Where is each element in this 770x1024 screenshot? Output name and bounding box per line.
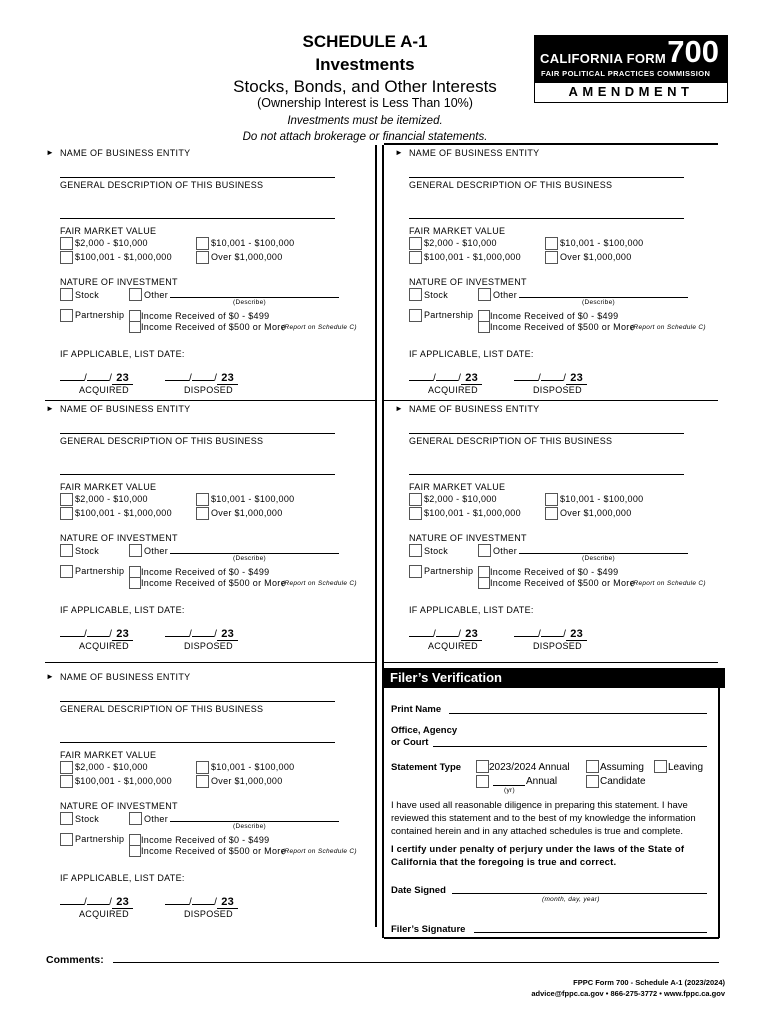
other-label: Other: [144, 290, 169, 300]
entity-name-label: NAME OF BUSINESS ENTITY: [60, 672, 191, 682]
verification-right-border: [718, 668, 720, 938]
day-field[interactable]: [541, 370, 563, 381]
disposed-date-field[interactable]: [514, 626, 587, 641]
date-label: IF APPLICABLE, LIST DATE:: [60, 605, 185, 615]
date-slash: /: [433, 629, 437, 640]
description-label: GENERAL DESCRIPTION OF THIS BUSINESS: [60, 180, 264, 190]
fmv-checkbox-1m[interactable]: [545, 507, 558, 520]
fmv-label: FAIR MARKET VALUE: [60, 750, 157, 760]
income-high-label: Income Received of $500 or More: [490, 578, 635, 588]
date-label: IF APPLICABLE, LIST DATE:: [60, 873, 185, 883]
entity-arrow-icon: ►: [46, 672, 55, 681]
diligence-text-1: I have used all reasonable diligence in preparing this statement. I have: [391, 800, 688, 811]
income-high-checkbox[interactable]: [129, 321, 141, 333]
day-field[interactable]: [192, 626, 214, 637]
stock-checkbox[interactable]: [60, 544, 73, 557]
nature-label: NATURE OF INVESTMENT: [60, 277, 178, 287]
stock-label: Stock: [75, 814, 100, 824]
comments-field[interactable]: [113, 962, 719, 963]
partnership-checkbox[interactable]: [409, 309, 422, 322]
entity-name-field[interactable]: [60, 177, 335, 178]
disposed-label: DISPOSED: [184, 641, 233, 651]
schedule-title: SCHEDULE A-1: [302, 32, 428, 51]
leaving-checkbox[interactable]: [654, 760, 667, 773]
assuming-label: Assuming: [600, 762, 644, 773]
schedule-c-note: (Report on Schedule C): [631, 580, 706, 587]
year-value: 23: [112, 372, 133, 385]
month-field[interactable]: [165, 626, 189, 637]
year-value: 23: [217, 896, 238, 909]
fmv-label-1m: Over $1,000,000: [211, 508, 283, 518]
fmv-checkbox-10k[interactable]: [545, 493, 558, 506]
description-field[interactable]: [409, 474, 684, 475]
stock-label: Stock: [424, 546, 449, 556]
fmv-label-2k: $2,000 - $10,000: [75, 238, 148, 248]
date-signed-field[interactable]: [452, 893, 707, 894]
annual-year-field[interactable]: [493, 785, 525, 786]
other-checkbox[interactable]: [129, 544, 142, 557]
form-number: 700: [667, 34, 719, 69]
description-field[interactable]: [60, 218, 335, 219]
fmv-checkbox-2k[interactable]: [409, 237, 422, 250]
date-slash: /: [433, 373, 437, 384]
year-value: 23: [461, 372, 482, 385]
fmv-label-100k: $100,001 - $1,000,000: [424, 252, 521, 262]
entity-name-label: NAME OF BUSINESS ENTITY: [409, 404, 540, 414]
fmv-label-2k: $2,000 - $10,000: [75, 494, 148, 504]
year-value: 23: [566, 372, 587, 385]
other-label: Other: [493, 290, 518, 300]
fmv-label-10k: $10,001 - $100,000: [211, 762, 295, 772]
page-title: Investments: [315, 55, 415, 74]
income-low-label: Income Received of $0 - $499: [141, 835, 270, 845]
fmv-checkbox-10k[interactable]: [545, 237, 558, 250]
description-label: GENERAL DESCRIPTION OF THIS BUSINESS: [60, 704, 264, 714]
date-slash: /: [84, 373, 88, 384]
description-field[interactable]: [409, 218, 684, 219]
nature-label: NATURE OF INVESTMENT: [409, 277, 527, 287]
acquired-date-field[interactable]: [60, 370, 133, 385]
fmv-checkbox-100k[interactable]: [409, 507, 422, 520]
assuming-checkbox[interactable]: [586, 760, 599, 773]
month-field[interactable]: [60, 370, 84, 381]
page-subtitle: Stocks, Bonds, and Other Interests: [233, 77, 497, 96]
month-field[interactable]: [60, 626, 84, 637]
agency-name: FAIR POLITICAL PRACTICES COMMISSION: [541, 69, 711, 78]
month-field[interactable]: [165, 370, 189, 381]
date-slash: /: [538, 373, 542, 384]
fmv-label-1m: Over $1,000,000: [560, 252, 632, 262]
other-checkbox[interactable]: [478, 288, 491, 301]
disposed-label: DISPOSED: [533, 641, 582, 651]
office-field[interactable]: [433, 746, 707, 747]
entity-arrow-icon: ►: [395, 404, 404, 413]
year-value: 23: [112, 628, 133, 641]
fmv-label-10k: $10,001 - $100,000: [211, 494, 295, 504]
description-label: GENERAL DESCRIPTION OF THIS BUSINESS: [60, 436, 264, 446]
day-field[interactable]: [192, 370, 214, 381]
date-slash: /: [109, 373, 113, 384]
disposed-date-field[interactable]: [514, 370, 587, 385]
column-divider-2: [382, 145, 384, 938]
perjury-text-2: California that the foregoing is true and correct.: [391, 857, 617, 868]
partnership-label: Partnership: [75, 566, 125, 576]
other-checkbox[interactable]: [478, 544, 491, 557]
footer-form-id: FPPC Form 700 - Schedule A-1 (2023/2024): [573, 978, 725, 987]
date-slash: /: [109, 897, 113, 908]
attach-note: Do not attach brokerage or financial statements.: [242, 131, 488, 143]
partnership-label: Partnership: [424, 566, 474, 576]
income-low-label: Income Received of $0 - $499: [141, 567, 270, 577]
describe-hint: (Describe): [233, 823, 266, 830]
row-rule-right-1: [384, 400, 718, 401]
annual-label: Annual: [526, 776, 558, 787]
partnership-checkbox[interactable]: [60, 833, 73, 846]
schedule-c-note: (Report on Schedule C): [282, 324, 357, 331]
amendment-label: AMENDMENT: [568, 84, 694, 99]
income-low-label: Income Received of $0 - $499: [490, 567, 619, 577]
acquired-label: ACQUIRED: [428, 641, 478, 651]
description-label: GENERAL DESCRIPTION OF THIS BUSINESS: [409, 180, 613, 190]
perjury-text-1: I certify under penalty of perjury under the laws of the State of: [391, 844, 685, 855]
date-slash: /: [84, 629, 88, 640]
fmv-label: FAIR MARKET VALUE: [60, 226, 157, 236]
entity-name-label: NAME OF BUSINESS ENTITY: [60, 404, 191, 414]
entity-arrow-icon: ►: [46, 148, 55, 157]
income-high-label: Income Received of $500 or More: [490, 322, 635, 332]
fmv-label-2k: $2,000 - $10,000: [424, 494, 497, 504]
itemize-note: Investments must be itemized.: [287, 115, 443, 127]
fmv-checkbox-2k[interactable]: [409, 493, 422, 506]
schedule-c-note: (Report on Schedule C): [631, 324, 706, 331]
fmv-label-10k: $10,001 - $100,000: [560, 494, 644, 504]
fmv-checkbox-100k[interactable]: [409, 251, 422, 264]
year-value: 23: [566, 628, 587, 641]
date-label: IF APPLICABLE, LIST DATE:: [60, 349, 185, 359]
office-label-2: or Court: [391, 737, 429, 748]
month-field[interactable]: [165, 894, 189, 905]
fmv-checkbox-10k[interactable]: [196, 237, 209, 250]
entity-arrow-icon: ►: [395, 148, 404, 157]
stock-checkbox[interactable]: [409, 288, 422, 301]
year-value: 23: [112, 896, 133, 909]
other-describe-field[interactable]: [170, 821, 339, 822]
fmv-label-100k: $100,001 - $1,000,000: [424, 508, 521, 518]
acquired-label: ACQUIRED: [428, 385, 478, 395]
other-label: Other: [493, 546, 518, 556]
year-value: 23: [217, 372, 238, 385]
nature-label: NATURE OF INVESTMENT: [409, 533, 527, 543]
print-name-field[interactable]: [449, 713, 707, 714]
day-field[interactable]: [87, 370, 109, 381]
other-label: Other: [144, 814, 169, 824]
leaving-label: Leaving: [668, 762, 704, 773]
fmv-checkbox-2k[interactable]: [60, 493, 73, 506]
acquired-date-field[interactable]: [409, 626, 482, 641]
stock-checkbox[interactable]: [409, 544, 422, 557]
row-rule-left-1: [45, 400, 375, 401]
entity-name-label: NAME OF BUSINESS ENTITY: [60, 148, 191, 158]
verification-title: Filer’s Verification: [384, 668, 725, 688]
entity-arrow-icon: ►: [46, 404, 55, 413]
disposed-date-field[interactable]: [165, 894, 238, 909]
entity-name-label: NAME OF BUSINESS ENTITY: [409, 148, 540, 158]
acquired-date-field[interactable]: [409, 370, 482, 385]
income-high-label: Income Received of $500 or More: [141, 846, 286, 856]
month-field[interactable]: [514, 370, 538, 381]
describe-hint: (Describe): [233, 299, 266, 306]
fmv-checkbox-1m[interactable]: [196, 775, 209, 788]
fmv-label-10k: $10,001 - $100,000: [211, 238, 295, 248]
column-divider: [375, 145, 377, 927]
candidate-label: Candidate: [600, 776, 646, 787]
date-slash: /: [214, 897, 218, 908]
fmv-label-100k: $100,001 - $1,000,000: [75, 776, 172, 786]
disposed-date-field[interactable]: [165, 370, 238, 385]
fmv-label: FAIR MARKET VALUE: [60, 482, 157, 492]
fmv-label: FAIR MARKET VALUE: [409, 482, 506, 492]
schedule-c-note: (Report on Schedule C): [282, 580, 357, 587]
date-signed-hint: (month, day, year): [542, 896, 600, 903]
entity-name-field[interactable]: [409, 177, 684, 178]
other-describe-field[interactable]: [170, 297, 339, 298]
row-rule-right-2: [384, 662, 718, 663]
fmv-checkbox-2k[interactable]: [60, 237, 73, 250]
day-field[interactable]: [87, 626, 109, 637]
day-field[interactable]: [87, 894, 109, 905]
disposed-label: DISPOSED: [184, 909, 233, 919]
month-field[interactable]: [514, 626, 538, 637]
entity-name-field[interactable]: [60, 701, 335, 702]
date-signed-label: Date Signed: [391, 885, 446, 896]
partnership-checkbox[interactable]: [60, 565, 73, 578]
date-slash: /: [109, 629, 113, 640]
income-high-checkbox[interactable]: [129, 577, 141, 589]
month-field[interactable]: [60, 894, 84, 905]
fmv-checkbox-10k[interactable]: [196, 493, 209, 506]
entity-name-field[interactable]: [409, 433, 684, 434]
other-checkbox[interactable]: [129, 812, 142, 825]
year-value: 23: [461, 628, 482, 641]
partnership-label: Partnership: [75, 834, 125, 844]
fmv-label-2k: $2,000 - $10,000: [424, 238, 497, 248]
diligence-text-2: reviewed this statement and to the best of my knowledge the information: [391, 813, 696, 824]
acquired-date-field[interactable]: [60, 626, 133, 641]
partnership-checkbox[interactable]: [60, 309, 73, 322]
acquired-date-field[interactable]: [60, 894, 133, 909]
description-label: GENERAL DESCRIPTION OF THIS BUSINESS: [409, 436, 613, 446]
entity-name-field[interactable]: [60, 433, 335, 434]
day-field[interactable]: [436, 626, 458, 637]
diligence-text-3: contained herein and in any attached schedules is true and complete.: [391, 826, 684, 837]
fmv-checkbox-1m[interactable]: [196, 507, 209, 520]
statement-type-label: Statement Type: [391, 762, 462, 773]
date-slash: /: [458, 373, 462, 384]
date-label: IF APPLICABLE, LIST DATE:: [409, 605, 534, 615]
stock-label: Stock: [424, 290, 449, 300]
fmv-checkbox-100k[interactable]: [60, 507, 73, 520]
signature-field[interactable]: [474, 932, 707, 933]
schedule-c-note: (Report on Schedule C): [282, 848, 357, 855]
print-name-label: Print Name: [391, 704, 442, 715]
annual-2023-label: 2023/2024 Annual: [489, 762, 570, 773]
top-rule-right: [384, 143, 718, 145]
stock-label: Stock: [75, 546, 100, 556]
description-field[interactable]: [60, 742, 335, 743]
stock-label: Stock: [75, 290, 100, 300]
fmv-label-1m: Over $1,000,000: [211, 252, 283, 262]
disposed-label: DISPOSED: [184, 385, 233, 395]
fmv-label-10k: $10,001 - $100,000: [560, 238, 644, 248]
date-slash: /: [189, 897, 193, 908]
acquired-label: ACQUIRED: [79, 641, 129, 651]
date-slash: /: [458, 629, 462, 640]
disposed-date-field[interactable]: [165, 626, 238, 641]
fmv-checkbox-1m[interactable]: [545, 251, 558, 264]
describe-hint: (Describe): [233, 555, 266, 562]
office-label-1: Office, Agency: [391, 725, 458, 736]
fmv-label: FAIR MARKET VALUE: [409, 226, 506, 236]
annual-2023-checkbox[interactable]: [476, 760, 489, 773]
income-high-checkbox[interactable]: [478, 577, 490, 589]
income-low-label: Income Received of $0 - $499: [490, 311, 619, 321]
fmv-label-1m: Over $1,000,000: [211, 776, 283, 786]
candidate-checkbox[interactable]: [586, 775, 599, 788]
fmv-label-100k: $100,001 - $1,000,000: [75, 252, 172, 262]
other-checkbox[interactable]: [129, 288, 142, 301]
fmv-checkbox-100k[interactable]: [60, 775, 73, 788]
partnership-label: Partnership: [424, 310, 474, 320]
footer-contact: advice@fppc.ca.gov • 866-275-3772 • www.fppc.ca.gov: [531, 989, 725, 998]
income-high-checkbox[interactable]: [129, 845, 141, 857]
date-slash: /: [84, 897, 88, 908]
fmv-label-1m: Over $1,000,000: [560, 508, 632, 518]
form-name: CALIFORNIA FORM: [540, 51, 667, 66]
month-field[interactable]: [409, 370, 433, 381]
ownership-note: (Ownership Interest is Less Than 10%): [257, 96, 473, 110]
date-slash: /: [189, 629, 193, 640]
verification-bottom-border: [384, 937, 719, 939]
describe-hint: (Describe): [582, 555, 615, 562]
date-slash: /: [189, 373, 193, 384]
income-low-label: Income Received of $0 - $499: [141, 311, 270, 321]
date-slash: /: [563, 373, 567, 384]
fmv-checkbox-1m[interactable]: [196, 251, 209, 264]
fmv-checkbox-100k[interactable]: [60, 251, 73, 264]
stock-checkbox[interactable]: [60, 288, 73, 301]
form-badge: [534, 35, 728, 103]
describe-hint: (Describe): [582, 299, 615, 306]
day-field[interactable]: [192, 894, 214, 905]
partnership-label: Partnership: [75, 310, 125, 320]
row-rule-left-2: [45, 662, 375, 663]
other-describe-field[interactable]: [170, 553, 339, 554]
income-high-checkbox[interactable]: [478, 321, 490, 333]
fmv-checkbox-10k[interactable]: [196, 761, 209, 774]
date-slash: /: [214, 373, 218, 384]
date-slash: /: [214, 629, 218, 640]
month-field[interactable]: [409, 626, 433, 637]
date-label: IF APPLICABLE, LIST DATE:: [409, 349, 534, 359]
day-field[interactable]: [436, 370, 458, 381]
comments-label: Comments:: [46, 954, 104, 966]
other-label: Other: [144, 546, 169, 556]
signature-label: Filer’s Signature: [391, 924, 466, 935]
income-high-label: Income Received of $500 or More: [141, 578, 286, 588]
date-slash: /: [563, 629, 567, 640]
nature-label: NATURE OF INVESTMENT: [60, 801, 178, 811]
annual-year-checkbox[interactable]: [476, 775, 489, 788]
stock-checkbox[interactable]: [60, 812, 73, 825]
disposed-label: DISPOSED: [533, 385, 582, 395]
date-slash: /: [538, 629, 542, 640]
income-high-label: Income Received of $500 or More: [141, 322, 286, 332]
day-field[interactable]: [541, 626, 563, 637]
year-hint: (yr): [504, 787, 515, 794]
other-describe-field[interactable]: [519, 553, 688, 554]
partnership-checkbox[interactable]: [409, 565, 422, 578]
year-value: 23: [217, 628, 238, 641]
other-describe-field[interactable]: [519, 297, 688, 298]
nature-label: NATURE OF INVESTMENT: [60, 533, 178, 543]
fmv-label-100k: $100,001 - $1,000,000: [75, 508, 172, 518]
acquired-label: ACQUIRED: [79, 385, 129, 395]
fmv-checkbox-2k[interactable]: [60, 761, 73, 774]
description-field[interactable]: [60, 474, 335, 475]
acquired-label: ACQUIRED: [79, 909, 129, 919]
fmv-label-2k: $2,000 - $10,000: [75, 762, 148, 772]
